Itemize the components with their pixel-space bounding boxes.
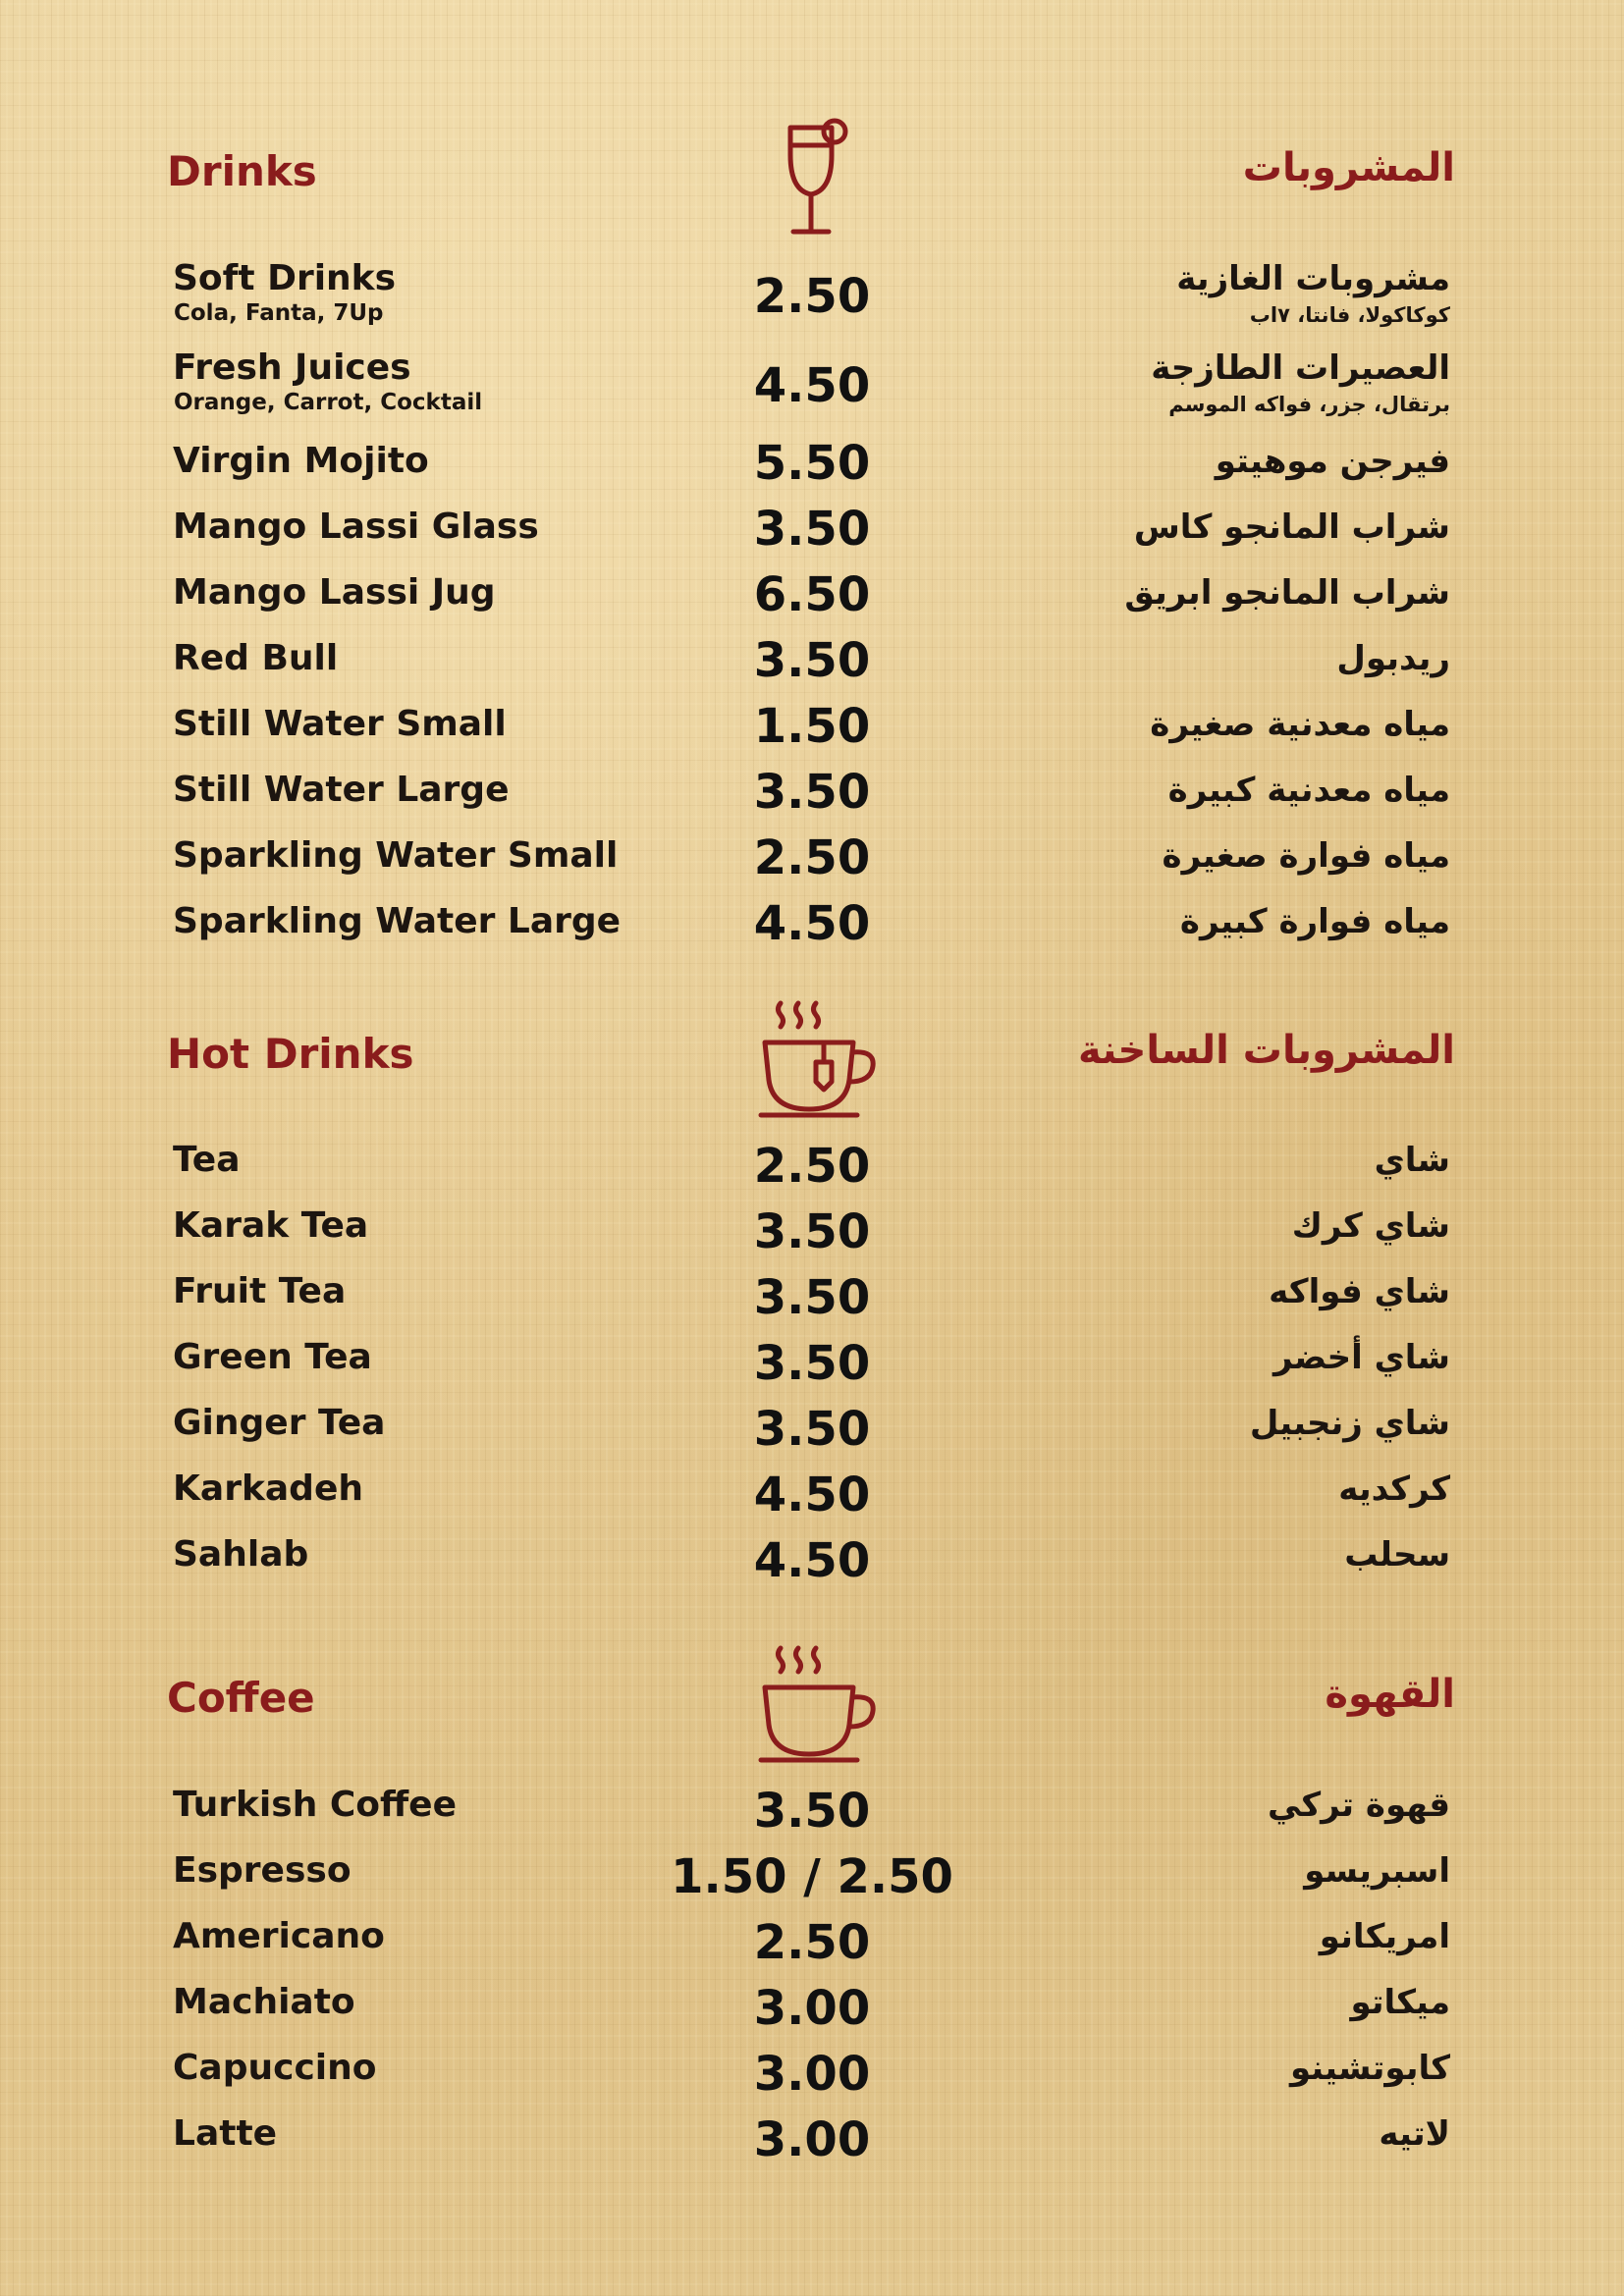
cocktail-glass-icon [753,116,881,238]
item-name-ar: كركديه [1338,1469,1450,1509]
item-name-en: Machiato [173,1982,355,2022]
item-name-en: Still Water Large [173,770,510,810]
item-desc-ar: كوكاكولا، فانتا، ٧اب [1249,303,1450,327]
menu-item [0,567,1624,630]
menu-item [0,896,1624,959]
item-name-ar: اسبريسو [1304,1851,1450,1891]
item-name-ar: مياه فوارة صغيرة [1162,836,1450,876]
item-name-ar: شاي كرك [1291,1206,1450,1246]
item-price: 2.50 [753,1915,871,1970]
item-price: 1.50 / 2.50 [671,1849,953,1904]
item-name-en: Mango Lassi Jug [173,572,496,613]
item-name-ar: سحلب [1344,1535,1450,1575]
item-price: 5.50 [753,436,871,491]
item-name-ar: مياه معدنية صغيرة [1150,705,1450,744]
item-price: 2.50 [753,1139,871,1194]
item-name-ar: شاي أخضر [1272,1338,1450,1377]
section-title-ar: المشروبات الساخنة [1077,1028,1455,1073]
menu-item [0,1981,1624,2040]
item-name-ar: العصيرات الطازجة [1151,348,1450,388]
menu-item [0,502,1624,564]
menu-item [0,765,1624,828]
item-price: 6.50 [753,567,871,622]
section-title-en: Coffee [167,1674,315,1722]
item-price: 2.50 [753,269,871,324]
item-desc-ar: برتقال، جزر، فواكه الموسم [1168,393,1450,416]
item-name-ar: كابوتشينو [1289,2049,1450,2088]
item-name-ar: امريكانو [1319,1917,1450,1956]
item-price: 3.50 [753,502,871,557]
item-name-en: Capuccino [173,2048,377,2088]
menu-item [0,830,1624,893]
item-name-en: Tea [173,1140,241,1180]
item-price: 3.50 [753,1204,871,1259]
menu-item [0,1915,1624,1974]
item-name-en: Karkadeh [173,1468,363,1509]
menu-item [0,1204,1624,1263]
section-title-ar: القهوة [1325,1672,1455,1717]
menu-item [0,1468,1624,1526]
item-price: 1.50 [753,699,871,754]
item-name-en: Latte [173,2113,278,2154]
menu-item [0,1784,1624,1842]
item-name-en: Sahlab [173,1534,309,1575]
tea-cup-icon [753,999,881,1119]
item-price: 4.50 [753,896,871,951]
menu-item [0,1533,1624,1592]
item-name-en: Karak Tea [173,1205,369,1246]
menu-item [0,1270,1624,1329]
item-name-en: Still Water Small [173,704,507,744]
coffee-cup-icon [753,1644,881,1764]
item-name-en: Red Bull [173,638,339,678]
item-name-ar: شاي زنجبيل [1249,1404,1450,1443]
item-name-ar: مياه معدنية كبيرة [1167,771,1450,810]
item-name-ar: شراب المانجو كاس [1133,507,1450,547]
item-name-en: Soft Drinks [173,258,397,298]
section-title-ar: المشروبات [1242,145,1455,190]
item-price: 3.00 [753,1981,871,2036]
item-name-ar: مشروبات الغازية [1176,259,1450,298]
item-name-en: Green Tea [173,1337,372,1377]
item-name-ar: شاي فواكه [1269,1272,1450,1311]
item-name-ar: قهوة تركي [1267,1786,1450,1825]
item-name-en: Americano [173,1916,385,1956]
item-name-ar: ميكاتو [1350,1983,1450,2022]
item-price: 3.50 [753,1270,871,1325]
item-price: 3.50 [753,1784,871,1839]
item-name-en: Sparkling Water Small [173,835,619,876]
menu-item [0,633,1624,696]
item-name-ar: ريدبول [1336,639,1450,678]
menu-item [0,1336,1624,1395]
menu-item [0,2112,1624,2171]
menu-item [0,699,1624,762]
item-name-ar: مياه فوارة كبيرة [1179,902,1450,941]
item-price: 3.00 [753,2112,871,2167]
item-name-ar: فيرجن موهيتو [1215,442,1450,481]
menu-item [0,257,1624,327]
menu-item [0,1402,1624,1461]
section-title-en: Hot Drinks [167,1030,414,1078]
item-desc-en: Orange, Carrot, Cocktail [174,390,483,415]
item-name-en: Fresh Juices [173,347,411,388]
item-name-en: Fruit Tea [173,1271,347,1311]
item-price: 3.00 [753,2047,871,2102]
item-price: 4.50 [753,1468,871,1522]
item-price: 4.50 [753,1533,871,1588]
item-name-en: Espresso [173,1850,352,1891]
item-price: 3.50 [753,1336,871,1391]
item-name-en: Sparkling Water Large [173,901,622,941]
menu-item [0,1849,1624,1908]
item-name-en: Turkish Coffee [173,1785,458,1825]
item-price: 3.50 [753,633,871,688]
item-desc-en: Cola, Fanta, 7Up [174,300,384,326]
item-price: 4.50 [753,358,871,413]
item-name-en: Ginger Tea [173,1403,386,1443]
item-price: 2.50 [753,830,871,885]
item-name-ar: شراب المانجو ابريق [1124,573,1450,613]
item-price: 3.50 [753,1402,871,1457]
menu-item [0,436,1624,499]
section-title-en: Drinks [167,147,317,195]
item-name-en: Mango Lassi Glass [173,507,539,547]
item-name-ar: لاتيه [1379,2114,1450,2154]
menu-item [0,1139,1624,1198]
item-name-ar: شاي [1374,1141,1450,1180]
menu-item [0,347,1624,416]
menu-item [0,2047,1624,2106]
item-price: 3.50 [753,765,871,820]
item-name-en: Virgin Mojito [173,441,429,481]
